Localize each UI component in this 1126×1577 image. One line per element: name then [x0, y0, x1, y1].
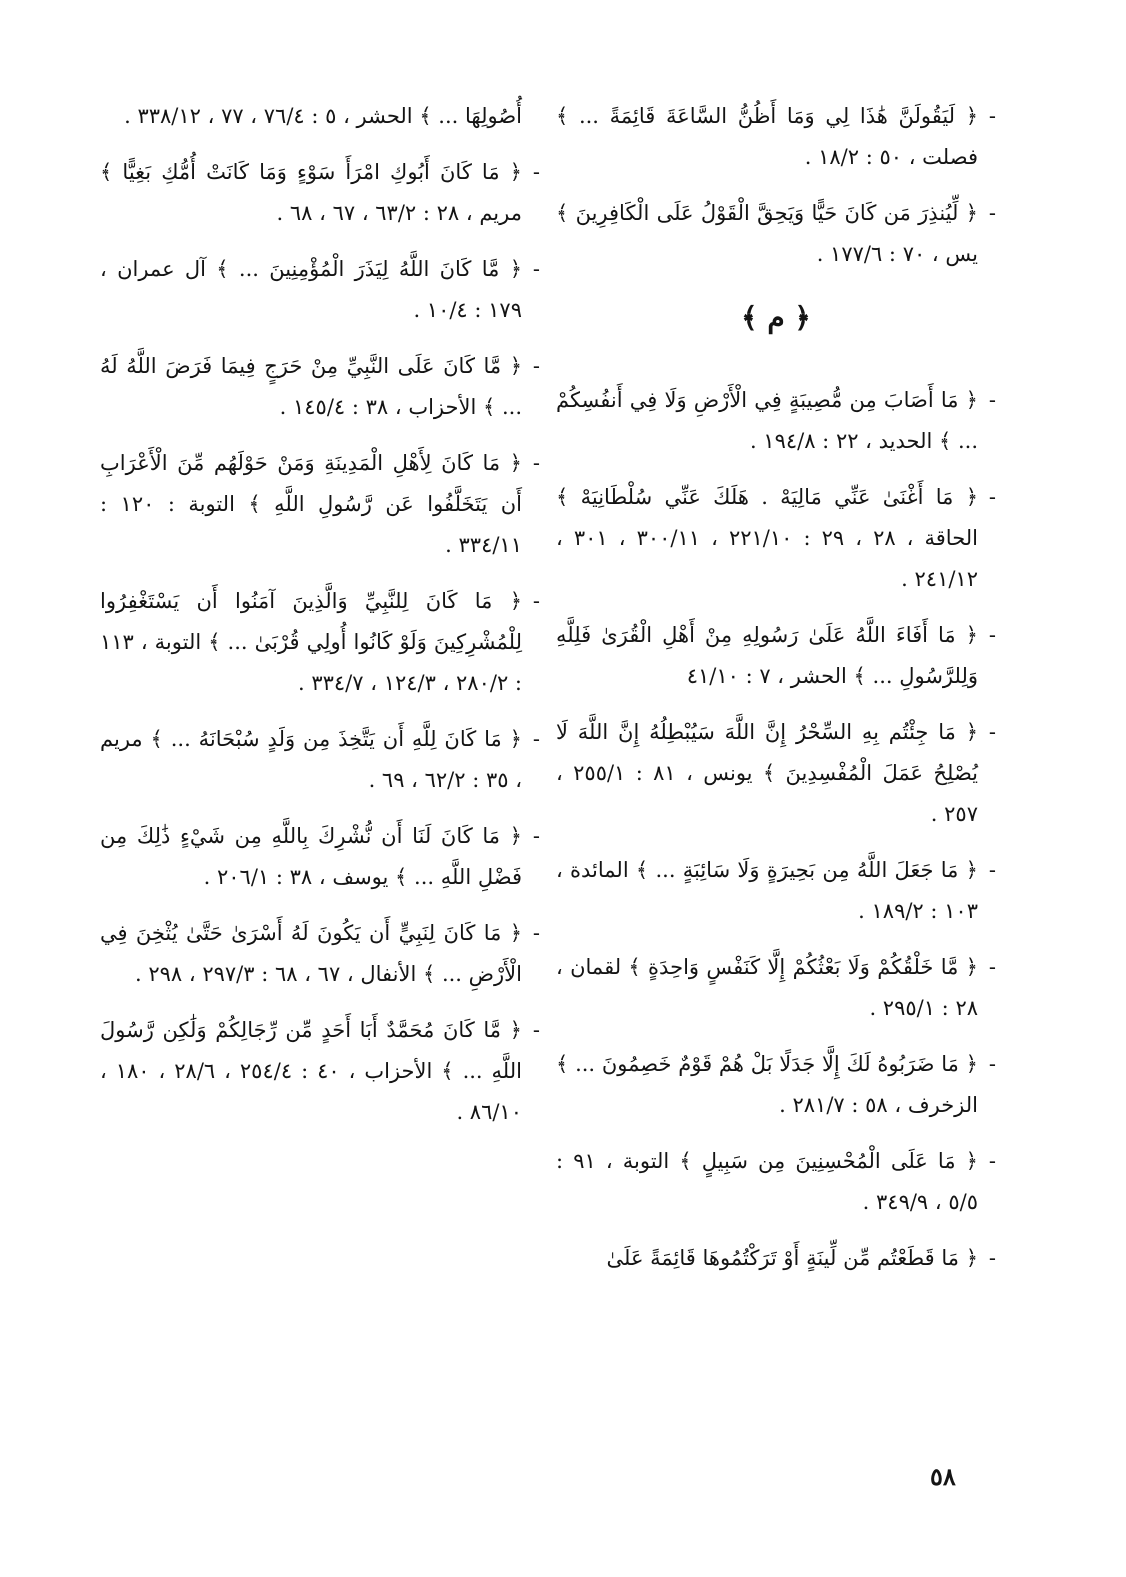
entry-text: ﴿ مَا عَلَى الْمُحْسِنِينَ مِن سَبِيلٍ ﴾ التوبة ، ٩١ : ٥/٥ ، ٣٤٩/٩ . — [556, 1149, 978, 1214]
index-entry — [100, 719, 540, 801]
index-entry — [100, 1010, 540, 1133]
index-entry — [556, 1044, 996, 1126]
entry-dash: - — [532, 1018, 540, 1042]
entry-text: ﴿ مَا أَغْنَىٰ عَنِّي مَالِيَهْ . هَلَكَ عَنِّي سُلْطَانِيَهْ ﴾ الحاقة ، ٢٨ ، ٢٩ : ٢٢١/١٠ ، ٣٠٠/١١ ، ٣٠١ ، ٢٤١/١٢ . — [556, 485, 978, 591]
index-entry — [100, 152, 540, 234]
index-entry-continued — [100, 96, 540, 137]
entry-dash: - — [988, 1052, 996, 1076]
entry-dash: - — [988, 1246, 996, 1270]
entry-text: أُصُولِهَا ... ﴾ الحشر ، ٥ : ٧٦/٤ ، ٧٧ ، ٣٣٨/١٢ . — [124, 104, 522, 128]
index-entry — [100, 816, 540, 898]
index-entry — [100, 581, 540, 704]
entry-text: ﴿ مَا كَانَ لَنَا أَن نُّشْرِكَ بِاللَّهِ مِن شَيْءٍ ذَٰلِكَ مِن فَضْلِ اللَّهِ ... ﴾ يوسف ، ٣٨ : ٢٠٦/١ . — [100, 824, 522, 889]
entry-dash: - — [988, 858, 996, 882]
entry-text: ﴿ مَا كَانَ لِلنَّبِيِّ وَالَّذِينَ آمَنُوا أَن يَسْتَغْفِرُوا لِلْمُشْرِكِينَ وَلَوْ كَانُوا أُولِي قُرْبَىٰ ... ﴾ التوبة ، ١١٣ : ٢٨٠/٢ ، ١٢٤/٣ ، ٣٣٤/٧ . — [100, 589, 522, 695]
entry-text: ﴿ مَا جَعَلَ اللَّهُ مِن بَحِيرَةٍ وَلَا سَائِبَةٍ ... ﴾ المائدة ، ١٠٣ : ١٨٩/٢ . — [556, 858, 978, 923]
index-entry — [100, 249, 540, 331]
entry-text: ﴿ مَا قَطَعْتُم مِّن لِّينَةٍ أَوْ تَرَكْتُمُوهَا قَائِمَةً عَلَىٰ — [606, 1246, 978, 1270]
index-entry — [556, 193, 996, 275]
right-column — [556, 96, 996, 1294]
entry-dash: - — [988, 201, 996, 225]
entry-text: ﴿ مَا كَانَ أَبُوكِ امْرَأَ سَوْءٍ وَمَا كَانَتْ أُمُّكِ بَغِيًّا ﴾ مريم ، ٢٨ : ٦٣/٢ ، ٦٧ ، ٦٨ . — [100, 160, 522, 225]
entry-text: ﴿ مَا أَصَابَ مِن مُّصِيبَةٍ فِي الْأَرْضِ وَلَا فِي أَنفُسِكُمْ ... ﴾ الحديد ، ٢٢ : ١٩٤/٨ . — [556, 388, 978, 453]
entry-dash: - — [988, 104, 996, 128]
index-entry — [556, 1238, 996, 1279]
index-entry — [100, 346, 540, 428]
entry-dash: - — [988, 720, 996, 744]
section-heading: ﴿ م ﴾ — [741, 301, 811, 334]
entry-text: ﴿ مَّا خَلْقُكُمْ وَلَا بَعْثُكُمْ إِلَّا كَنَفْسٍ وَاحِدَةٍ ﴾ لقمان ، ٢٨ : ٢٩٥/١ . — [556, 955, 978, 1020]
entry-dash: - — [988, 1149, 996, 1173]
entry-text: ﴿ مَا كَانَ لِأَهْلِ الْمَدِينَةِ وَمَنْ حَوْلَهُم مِّنَ الْأَعْرَابِ أَن يَتَخَلَّفُوا عَن رَّسُولِ اللَّهِ ﴾ التوبة : ١٢٠ : ٣٣٤/١١ . — [100, 451, 522, 557]
entry-dash: - — [532, 257, 540, 281]
entry-dash: - — [532, 727, 540, 751]
entry-dash: - — [532, 451, 540, 475]
entry-dash: - — [988, 485, 996, 509]
index-entry — [100, 913, 540, 995]
entry-text: ﴿ مَّا كَانَ اللَّهُ لِيَذَرَ الْمُؤْمِنِينَ ... ﴾ آل عمران ، ١٧٩ : ١٠/٤ . — [100, 257, 522, 322]
entry-dash: - — [988, 623, 996, 647]
index-entry — [556, 1141, 996, 1223]
index-entry — [556, 615, 996, 697]
entry-dash: - — [532, 921, 540, 945]
entry-text: ﴿ مَا أَفَاءَ اللَّهُ عَلَىٰ رَسُولِهِ مِنْ أَهْلِ الْقُرَىٰ فَلِلَّهِ وَلِلرَّسُولِ ... ﴾ الحشر ، ٧ : ٤١/١٠ — [556, 623, 978, 688]
entry-dash: - — [532, 589, 540, 613]
left-column — [100, 96, 540, 1148]
index-entry — [556, 712, 996, 835]
index-entry — [556, 380, 996, 462]
entry-text: ﴿ مَا ضَرَبُوهُ لَكَ إِلَّا جَدَلًا بَلْ هُمْ قَوْمٌ خَصِمُونَ ... ﴾ الزخرف ، ٥٨ : ٢٨١/٧ . — [556, 1052, 978, 1117]
entry-text: ﴿ مَّا كَانَ مُحَمَّدٌ أَبَا أَحَدٍ مِّن رِّجَالِكُمْ وَلَٰكِن رَّسُولَ اللَّهِ ... ﴾ الأحزاب ، ٤٠ : ٢٥٤/٤ ، ٢٨/٦ ، ١٨٠ ، ٨٦/١٠ . — [100, 1018, 522, 1124]
entry-text: ﴿ مَا جِئْتُم بِهِ السِّحْرُ إِنَّ اللَّهَ سَيُبْطِلُهُ إِنَّ اللَّهَ لَا يُصْلِحُ عَمَلَ الْمُفْسِدِينَ ﴾ يونس ، ٨١ : ٢٥٥/١ ، ٢٥٧ . — [556, 720, 979, 826]
index-entry — [100, 443, 540, 566]
entry-dash: - — [532, 160, 540, 184]
index-entry — [556, 947, 996, 1029]
index-entry — [556, 477, 996, 600]
entry-text: ﴿ لَيَقُولَنَّ هَٰذَا لِي وَمَا أَظُنُّ السَّاعَةَ قَائِمَةً ... ﴾ فصلت ، ٥٠ : ١٨/٢ . — [556, 104, 978, 169]
page-number: ٥٨ — [930, 1462, 956, 1491]
entry-text: ﴿ مَّا كَانَ عَلَى النَّبِيِّ مِنْ حَرَجٍ فِيمَا فَرَضَ اللَّهُ لَهُ ... ﴾ الأحزاب ، ٣٨ : ١٤٥/٤ . — [100, 354, 522, 419]
entry-dash: - — [988, 388, 996, 412]
index-entry — [556, 96, 996, 178]
entry-dash: - — [532, 824, 540, 848]
entry-dash: - — [532, 354, 540, 378]
index-entry — [556, 850, 996, 932]
entry-text: ﴿ لِّيُنذِرَ مَن كَانَ حَيًّا وَيَحِقَّ الْقَوْلُ عَلَى الْكَافِرِينَ ﴾ يس ، ٧٠ : ١٧٧/٦ . — [556, 201, 978, 266]
entry-text: ﴿ مَا كَانَ لِنَبِيٍّ أَن يَكُونَ لَهُ أَسْرَىٰ حَتَّىٰ يُثْخِنَ فِي الْأَرْضِ ... ﴾ الأنفال ، ٦٧ ، ٦٨ : ٢٩٧/٣ ، ٢٩٨ . — [100, 921, 522, 986]
entry-dash: - — [988, 955, 996, 979]
entry-text: ﴿ مَا كَانَ لِلَّهِ أَن يَتَّخِذَ مِن وَلَدٍ سُبْحَانَهُ ... ﴾ مريم ، ٣٥ : ٦٢/٢ ، ٦٩ . — [100, 727, 522, 792]
